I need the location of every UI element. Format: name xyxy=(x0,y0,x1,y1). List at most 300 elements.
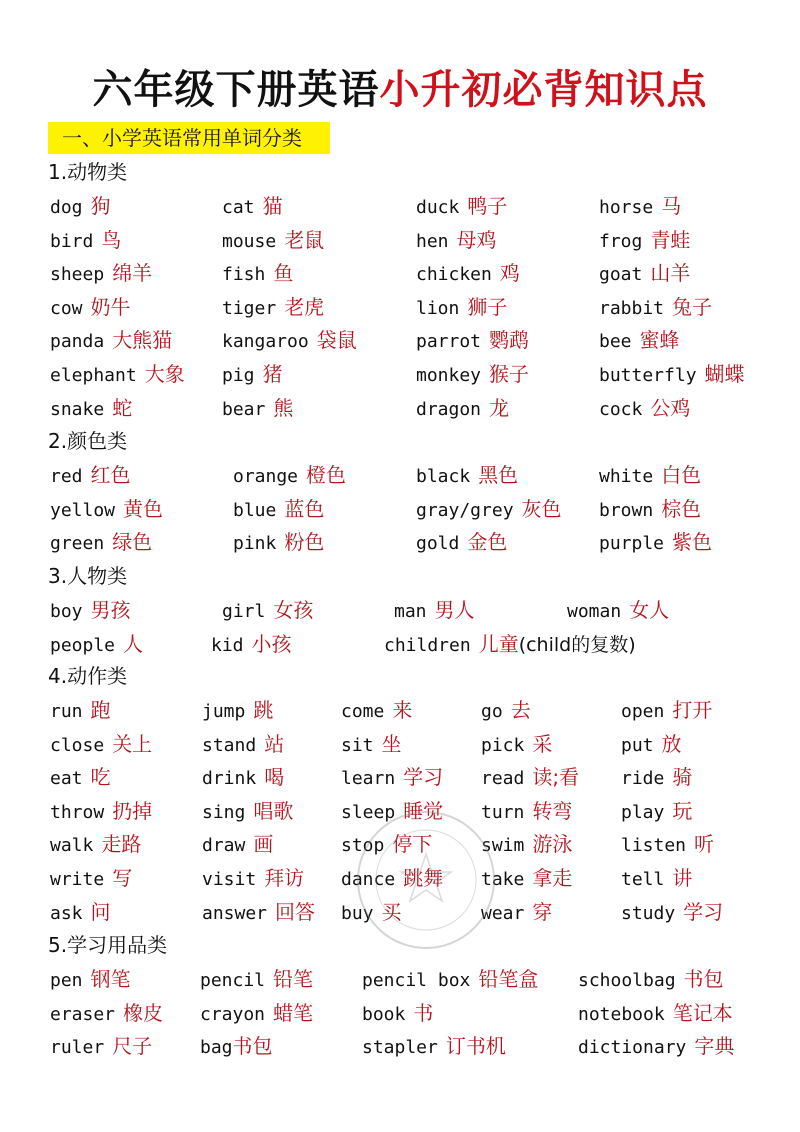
vocab-entry xyxy=(416,258,520,288)
english-word: goat xyxy=(599,264,643,286)
vocab-entry xyxy=(362,1031,506,1061)
english-word: pick xyxy=(481,734,525,756)
vocab-entry xyxy=(222,258,293,288)
chinese-meaning: 蜡笔 xyxy=(273,1000,314,1025)
english-word: parrot xyxy=(416,331,482,353)
vocab-entry xyxy=(202,897,315,927)
english-word: eat xyxy=(50,768,83,790)
chinese-meaning: 跳舞 xyxy=(403,866,444,890)
english-word: girl xyxy=(222,601,266,622)
vocab-row xyxy=(0,393,800,423)
vocab-entry xyxy=(416,494,562,524)
chinese-meaning: 黄色 xyxy=(123,496,164,521)
vocab-entry xyxy=(202,796,293,826)
english-word: play xyxy=(621,801,665,823)
vocab-entry xyxy=(416,359,529,389)
vocab-row xyxy=(0,964,800,994)
vocab-entry xyxy=(222,191,283,221)
vocab-entry xyxy=(222,393,293,423)
chinese-meaning: 山羊 xyxy=(650,261,691,286)
vocab-entry xyxy=(416,393,509,423)
chinese-meaning: 熊 xyxy=(273,395,294,420)
chinese-meaning: 采 xyxy=(532,731,553,756)
category-heading: 4.动作类 xyxy=(48,664,128,688)
english-word: tell xyxy=(621,869,665,890)
english-word: pig xyxy=(222,365,255,386)
english-word: throw xyxy=(50,801,105,823)
chinese-meaning: 蝴蝶 xyxy=(704,362,745,386)
watermark-seal-icon xyxy=(352,806,500,954)
english-word: green xyxy=(50,533,105,555)
english-word: pencil xyxy=(200,970,266,991)
vocab-row xyxy=(0,729,800,759)
vocab-entry xyxy=(202,695,273,725)
vocab-entry xyxy=(50,225,121,255)
chinese-meaning: 棕色 xyxy=(661,496,702,521)
chinese-meaning: 跑 xyxy=(90,698,111,722)
chinese-meaning: 橡皮 xyxy=(123,1000,164,1025)
category-heading: 5.学习用品类 xyxy=(48,933,168,957)
english-word: children xyxy=(384,634,471,656)
vocab-entry xyxy=(621,729,682,759)
english-word: come xyxy=(341,701,385,722)
page-title xyxy=(0,64,800,116)
english-word: tiger xyxy=(222,297,277,319)
english-word: people xyxy=(50,634,116,656)
vocab-entry xyxy=(50,964,131,994)
english-word: sing xyxy=(202,801,246,823)
vocab-row xyxy=(0,629,800,659)
chinese-meaning: 橙色 xyxy=(306,463,347,487)
english-word: jump xyxy=(202,701,246,722)
title-black-part: 六年级下册英语 xyxy=(92,67,380,113)
vocab-entry xyxy=(50,325,172,355)
chinese-meaning: 灰色 xyxy=(521,496,562,521)
chinese-meaning: 吃 xyxy=(90,765,111,790)
vocab-entry xyxy=(621,762,692,792)
vocab-entry xyxy=(50,897,111,927)
english-word: close xyxy=(50,734,105,756)
vocab-entry xyxy=(50,527,152,557)
category-heading: 1.动物类 xyxy=(48,160,128,184)
english-word: gray/grey xyxy=(416,499,514,521)
chinese-meaning: 拿走 xyxy=(532,866,573,890)
vocab-entry xyxy=(481,695,531,725)
english-word: bear xyxy=(222,398,266,420)
chinese-meaning: 停下 xyxy=(392,832,433,857)
chinese-meaning: 坐 xyxy=(381,731,402,756)
vocab-row xyxy=(0,460,800,490)
vocab-entry xyxy=(416,325,529,355)
english-word: ruler xyxy=(50,1037,105,1059)
english-word: butterfly xyxy=(599,365,697,386)
vocab-row xyxy=(0,762,800,792)
english-word: bag xyxy=(200,1037,233,1059)
english-word: crayon xyxy=(200,1003,266,1025)
vocab-entry xyxy=(578,964,724,994)
english-word: dog xyxy=(50,197,83,218)
english-word: red xyxy=(50,466,83,487)
english-word: answer xyxy=(202,902,268,924)
english-word: take xyxy=(481,869,525,890)
chinese-meaning: 鸟 xyxy=(101,227,122,252)
chinese-meaning: 鸡 xyxy=(499,261,520,286)
vocab-entry xyxy=(599,359,745,389)
english-word: listen xyxy=(621,835,687,857)
english-word: stapler xyxy=(362,1037,438,1059)
vocab-entry xyxy=(599,225,690,255)
chinese-meaning: 白色 xyxy=(661,463,702,487)
english-word: cock xyxy=(599,398,643,420)
chinese-meaning: 蜜蜂 xyxy=(639,328,680,353)
chinese-meaning: 钢笔 xyxy=(90,967,131,991)
vocab-entry xyxy=(341,729,402,759)
vocab-entry xyxy=(599,494,701,524)
english-word: swim xyxy=(481,835,525,857)
english-word: blue xyxy=(233,499,277,521)
chinese-meaning: 猴子 xyxy=(489,362,530,386)
chinese-meaning: 人 xyxy=(123,631,144,656)
english-word: walk xyxy=(50,835,94,857)
english-word: boy xyxy=(50,601,83,622)
chinese-meaning: 母鸡 xyxy=(456,227,497,252)
english-word: draw xyxy=(202,835,246,857)
chinese-meaning: 游泳 xyxy=(532,832,573,857)
english-word: run xyxy=(50,701,83,722)
english-word: bird xyxy=(50,230,94,252)
chinese-meaning: 问 xyxy=(90,899,111,924)
english-word: buy xyxy=(341,902,374,924)
chinese-meaning: 站 xyxy=(264,731,285,756)
vocab-entry xyxy=(416,292,507,322)
chinese-meaning: 马 xyxy=(661,194,682,218)
chinese-meaning: 放 xyxy=(661,731,682,756)
chinese-meaning: 买 xyxy=(381,899,402,924)
vocab-entry xyxy=(416,460,518,490)
english-word: duck xyxy=(416,197,460,218)
vocab-entry xyxy=(50,629,143,659)
vocab-entry xyxy=(202,863,304,893)
english-word: purple xyxy=(599,533,665,555)
vocab-entry xyxy=(50,695,111,725)
vocab-entry xyxy=(621,829,714,859)
vocab-entry xyxy=(50,292,131,322)
vocab-row xyxy=(0,527,800,557)
vocab-row xyxy=(0,292,800,322)
english-word: visit xyxy=(202,869,257,890)
chinese-meaning: 猪 xyxy=(262,362,283,386)
english-word: open xyxy=(621,701,665,722)
vocab-entry xyxy=(200,998,313,1028)
vocab-entry xyxy=(621,863,692,893)
chinese-meaning: 绿色 xyxy=(112,530,153,555)
vocab-entry xyxy=(416,527,507,557)
english-word: sheep xyxy=(50,264,105,286)
chinese-meaning: 铅笔盒 xyxy=(478,967,539,991)
chinese-meaning: 写 xyxy=(112,866,133,890)
chinese-meaning: 来 xyxy=(392,698,413,722)
vocab-entry xyxy=(233,494,324,524)
chinese-meaning: 回答 xyxy=(275,899,316,924)
chinese-meaning: 尺子 xyxy=(112,1034,153,1059)
vocab-row xyxy=(0,494,800,524)
english-word: learn xyxy=(341,768,396,790)
chinese-meaning: 跳 xyxy=(253,698,274,722)
chinese-meaning: 关上 xyxy=(112,731,153,756)
english-word: read xyxy=(481,768,525,790)
chinese-meaning: 学习 xyxy=(683,899,724,924)
chinese-meaning: 读;看 xyxy=(532,765,580,790)
chinese-meaning: 老鼠 xyxy=(284,227,325,252)
chinese-meaning: 书 xyxy=(413,1000,434,1025)
chinese-meaning: 兔子 xyxy=(672,294,713,319)
chinese-meaning: 学习 xyxy=(403,765,444,790)
vocab-entry xyxy=(50,460,131,490)
vocab-entry xyxy=(394,595,475,625)
chinese-meaning: 金色 xyxy=(467,530,508,555)
vocab-row xyxy=(0,359,800,389)
english-word: black xyxy=(416,466,471,487)
english-word: hen xyxy=(416,230,449,252)
english-word: bee xyxy=(599,331,632,353)
chinese-meaning: 字典 xyxy=(694,1034,735,1059)
vocab-row xyxy=(0,695,800,725)
vocab-entry xyxy=(599,393,690,423)
vocab-entry xyxy=(341,762,443,792)
vocab-entry xyxy=(384,629,636,659)
english-word: stand xyxy=(202,734,257,756)
vocab-entry xyxy=(50,191,111,221)
english-word: put xyxy=(621,734,654,756)
vocab-entry xyxy=(50,1031,152,1061)
english-word: orange xyxy=(233,466,299,487)
english-word: white xyxy=(599,466,654,487)
vocab-entry xyxy=(222,325,357,355)
vocab-entry xyxy=(599,191,681,221)
vocab-entry xyxy=(222,292,324,322)
vocab-entry xyxy=(233,527,324,557)
chinese-meaning: 鱼 xyxy=(273,261,294,286)
english-word: yellow xyxy=(50,499,116,521)
vocab-entry xyxy=(416,225,497,255)
chinese-meaning: 喝 xyxy=(264,765,285,790)
vocab-row xyxy=(0,191,800,221)
vocab-entry xyxy=(50,595,131,625)
chinese-meaning: 大熊猫 xyxy=(112,328,173,353)
english-word: dragon xyxy=(416,398,482,420)
english-word: fish xyxy=(222,264,266,286)
vocab-entry xyxy=(50,762,111,792)
english-word: notebook xyxy=(578,1003,665,1025)
vocab-entry xyxy=(233,460,346,490)
chinese-meaning: 紫色 xyxy=(672,530,713,555)
vocab-entry xyxy=(599,527,712,557)
vocab-entry xyxy=(362,964,538,994)
vocab-entry xyxy=(481,729,552,759)
chinese-meaning: 狮子 xyxy=(467,294,508,319)
vocab-entry xyxy=(567,595,669,625)
chinese-meaning: 老虎 xyxy=(284,294,325,319)
chinese-meaning: 粉色 xyxy=(284,530,325,555)
chinese-meaning: 青蛙 xyxy=(650,227,691,252)
vocab-entry xyxy=(50,494,163,524)
english-word: stop xyxy=(341,835,385,857)
vocab-row xyxy=(0,325,800,355)
chinese-meaning: 女孩 xyxy=(273,598,314,622)
chinese-meaning: 绵羊 xyxy=(112,261,153,286)
vocab-entry xyxy=(621,695,712,725)
vocab-row xyxy=(0,1031,800,1061)
english-word: eraser xyxy=(50,1003,116,1025)
vocab-row xyxy=(0,225,800,255)
chinese-meaning: 鸭子 xyxy=(467,194,508,218)
chinese-meaning: 男孩 xyxy=(90,598,131,622)
english-word: snake xyxy=(50,398,105,420)
vocab-entry xyxy=(621,796,692,826)
chinese-meaning: 铅笔 xyxy=(273,967,314,991)
vocab-entry xyxy=(50,863,132,893)
english-word: chicken xyxy=(416,264,492,286)
english-word: kangaroo xyxy=(222,331,309,353)
vocab-row xyxy=(0,258,800,288)
english-word: wear xyxy=(481,902,525,924)
vocab-entry xyxy=(50,393,132,423)
chinese-meaning: 走路 xyxy=(101,832,142,857)
vocab-entry xyxy=(599,460,701,490)
english-word: monkey xyxy=(416,365,482,386)
chinese-meaning: 骑 xyxy=(672,765,693,790)
english-word: cow xyxy=(50,297,83,319)
chinese-meaning: 蓝色 xyxy=(284,496,325,521)
chinese-meaning: 狗 xyxy=(90,194,111,218)
vocab-entry xyxy=(222,359,283,389)
english-word: horse xyxy=(599,197,654,218)
chinese-meaning: 笔记本 xyxy=(672,1000,733,1025)
english-word: dictionary xyxy=(578,1037,687,1059)
category-heading: 3.人物类 xyxy=(48,564,128,588)
chinese-meaning: 大象 xyxy=(144,362,185,386)
english-word: go xyxy=(481,701,503,722)
vocab-entry xyxy=(599,258,690,288)
vocab-row xyxy=(0,595,800,625)
vocab-entry xyxy=(50,359,185,389)
chinese-meaning: 拜访 xyxy=(264,866,305,890)
chinese-meaning: 扔掉 xyxy=(112,798,153,823)
word-note: (child的复数) xyxy=(518,633,636,656)
english-word: frog xyxy=(599,230,643,252)
vocab-entry xyxy=(222,595,313,625)
english-word: sit xyxy=(341,734,374,756)
vocab-row xyxy=(0,998,800,1028)
english-word: pen xyxy=(50,970,83,991)
vocab-entry xyxy=(211,629,292,659)
vocab-entry xyxy=(200,1031,273,1061)
chinese-meaning: 转弯 xyxy=(532,798,573,823)
chinese-meaning: 蛇 xyxy=(112,395,133,420)
section-heading: 一、小学英语常用单词分类 xyxy=(48,122,330,154)
english-word: study xyxy=(621,902,676,924)
vocab-entry xyxy=(362,998,433,1028)
english-word: drink xyxy=(202,768,257,790)
chinese-meaning: 讲 xyxy=(672,866,693,890)
chinese-meaning: 去 xyxy=(510,698,531,722)
vocab-entry xyxy=(200,964,313,994)
chinese-meaning: 画 xyxy=(253,832,274,857)
chinese-meaning: 小孩 xyxy=(251,631,292,656)
vocab-entry xyxy=(50,796,152,826)
vocab-entry xyxy=(481,762,579,792)
english-word: rabbit xyxy=(599,297,665,319)
vocab-entry xyxy=(50,829,141,859)
chinese-meaning: 龙 xyxy=(489,395,510,420)
english-word: dance xyxy=(341,869,396,890)
vocab-entry xyxy=(50,258,152,288)
english-word: kid xyxy=(211,634,244,656)
chinese-meaning: 唱歌 xyxy=(253,798,294,823)
english-word: cat xyxy=(222,197,255,218)
english-word: pencil box xyxy=(362,970,471,991)
chinese-meaning: 袋鼠 xyxy=(316,328,357,353)
chinese-meaning: 打开 xyxy=(672,698,713,722)
vocab-entry xyxy=(50,729,152,759)
vocab-entry xyxy=(202,829,273,859)
vocab-entry xyxy=(599,325,680,355)
english-word: brown xyxy=(599,499,654,521)
english-word: ask xyxy=(50,902,83,924)
chinese-meaning: 穿 xyxy=(532,899,553,924)
english-word: turn xyxy=(481,801,525,823)
english-word: pink xyxy=(233,533,277,555)
chinese-meaning: 女人 xyxy=(629,598,670,622)
chinese-meaning: 儿童 xyxy=(478,631,519,656)
vocab-entry xyxy=(202,762,284,792)
english-word: ride xyxy=(621,768,665,790)
category-heading: 2.颜色类 xyxy=(48,429,128,453)
vocab-entry xyxy=(416,191,507,221)
chinese-meaning: 订书机 xyxy=(445,1034,506,1059)
title-red-part: 小升初必背知识点 xyxy=(379,67,708,113)
chinese-meaning: 鹦鹉 xyxy=(489,328,530,353)
chinese-meaning: 公鸡 xyxy=(650,395,691,420)
chinese-meaning: 奶牛 xyxy=(90,294,131,319)
chinese-meaning: 红色 xyxy=(90,463,131,487)
english-word: sleep xyxy=(341,801,396,823)
english-word: lion xyxy=(416,297,460,319)
vocab-entry xyxy=(222,225,324,255)
vocab-entry xyxy=(621,897,723,927)
chinese-meaning: 玩 xyxy=(672,798,693,823)
english-word: man xyxy=(394,601,427,622)
english-word: book xyxy=(362,1003,406,1025)
chinese-meaning: 睡觉 xyxy=(403,798,444,823)
vocab-entry xyxy=(202,729,284,759)
chinese-meaning: 男人 xyxy=(434,598,475,622)
vocab-entry xyxy=(599,292,712,322)
english-word: mouse xyxy=(222,230,277,252)
chinese-meaning: 书包 xyxy=(683,967,724,991)
vocab-entry xyxy=(578,1031,734,1061)
chinese-meaning: 黑色 xyxy=(478,463,519,487)
english-word: write xyxy=(50,869,105,890)
english-word: panda xyxy=(50,331,105,353)
vocab-entry xyxy=(578,998,733,1028)
chinese-meaning: 听 xyxy=(694,832,715,857)
english-word: schoolbag xyxy=(578,970,676,991)
english-word: elephant xyxy=(50,365,137,386)
english-word: woman xyxy=(567,601,622,622)
chinese-meaning: 书包 xyxy=(232,1034,273,1059)
english-word: gold xyxy=(416,533,460,555)
